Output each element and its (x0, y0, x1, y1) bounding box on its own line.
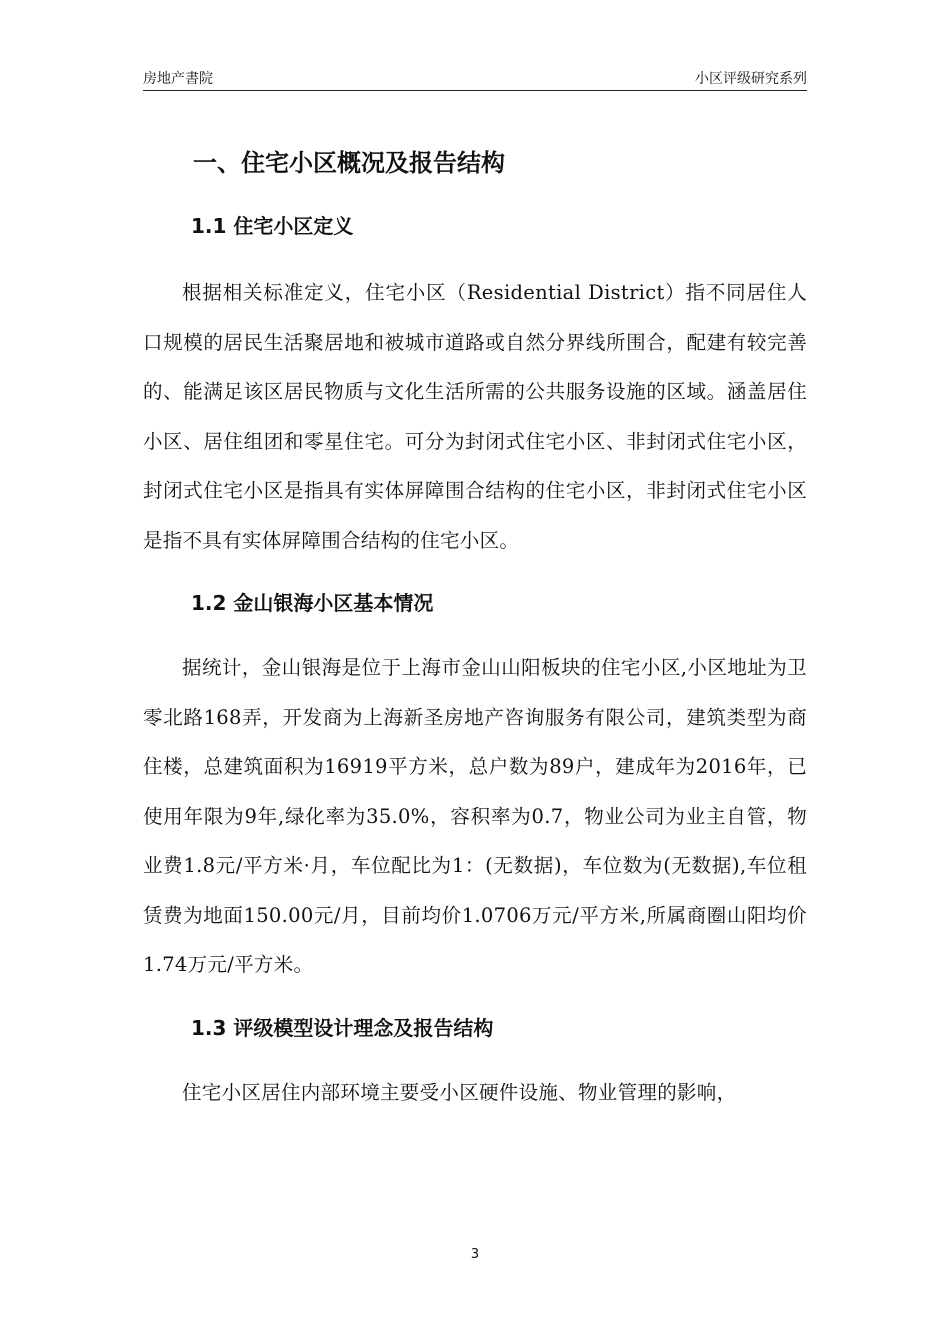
heading-1-3: 1.3 评级模型设计理念及报告结构 (191, 1015, 494, 1040)
paragraph-community-info: 据统计，金山银海是位于上海市金山山阳板块的住宅小区,小区地址为卫零北路168弄，开发商为上海新圣房地产咨询服务有限公司，建筑类型为商住楼，总建筑面积为16919平方米，总户数为89户，建成年为2016年，已使用年限为9年,绿化率为35.0%，容积率为0.7，物业公司为业主自管，物业费1.8元/平方米·月，车位配比为1：(无数据)，车位数为(无数据),车位租赁费为地面150.00元/月，目前均价1.0706万元/平方米,所属商圈山阳均价1.74万元/平方米。 (143, 656, 807, 976)
paragraph-model-design: 住宅小区居住内部环境主要受小区硬件设施、物业管理的影响， (182, 1080, 737, 1104)
document-body (143, 140, 807, 1117)
header-publisher: 房地产書院 (143, 71, 213, 87)
section-title: 一、住宅小区概况及报告结构 (193, 149, 505, 177)
heading-1-1: 1.1 住宅小区定义 (191, 214, 354, 238)
header-series-title: 小区评级研究系列 (695, 71, 807, 87)
paragraph-definition: 根据相关标准定义，住宅小区（Residential District）指不同居住人口规模的居民生活聚居地和被城市道路或自然分界线所围合，配建有较完善的、能满足该区居民物质与文化生活所需的公共服务设施的区域。涵盖居住小区、居住组团和零星住宅。可分为封闭式住宅小区、非封闭式住宅小区，封闭式住宅小区是指具有实体屏障围合结构的住宅小区，非封闭式住宅小区是指不具有实体屏障围合结构的住宅小区。 (143, 281, 807, 552)
page-header (143, 64, 807, 91)
heading-1-2: 1.2 金山银海小区基本情况 (191, 591, 434, 615)
page-number: 3 (470, 1247, 480, 1262)
